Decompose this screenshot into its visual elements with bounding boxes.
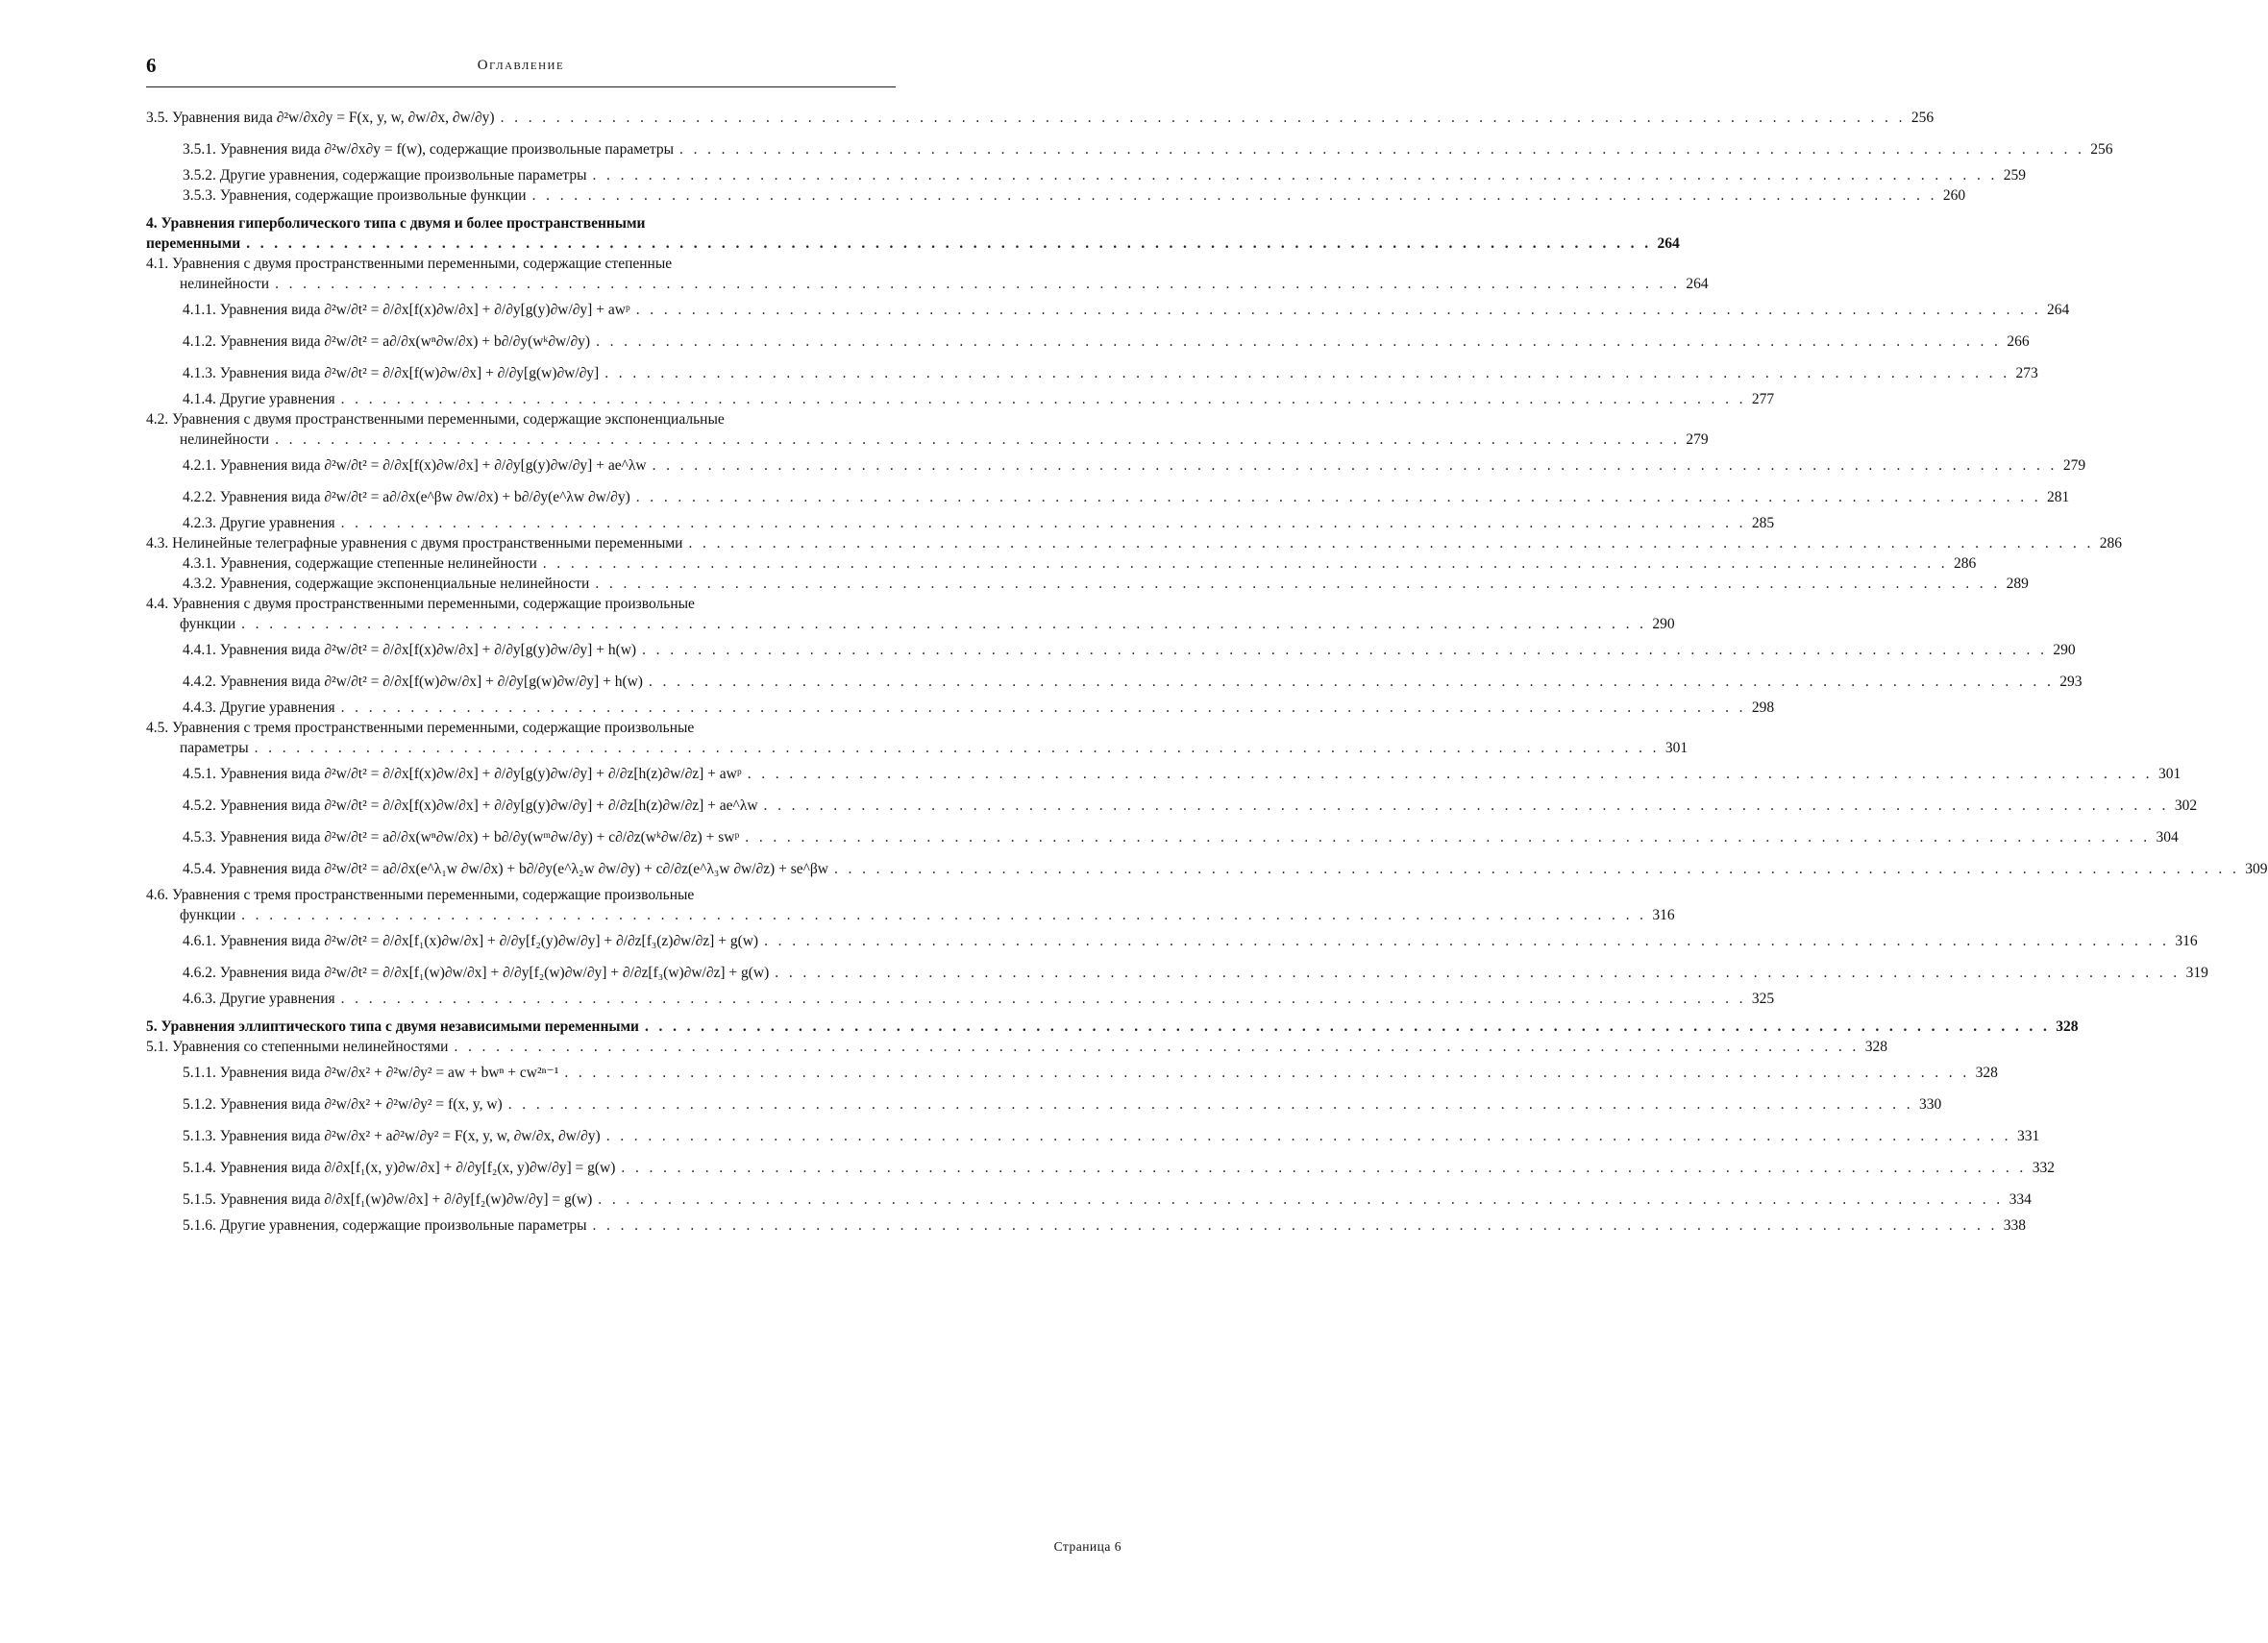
toc-number: 4.4.2.	[183, 674, 216, 690]
toc-page-number: 260	[1942, 187, 1966, 204]
toc-title-continued: переменными	[146, 235, 241, 252]
toc-title: Уравнения вида ∂/∂x[f₁(x, y)∂w/∂x] + ∂/∂y[f₂(x, y)∂w/∂y] = g(w)	[219, 1160, 616, 1176]
toc-section[interactable]	[146, 409, 1709, 450]
header-page-number: 6	[146, 54, 157, 77]
toc-page-number: 332	[2032, 1160, 2055, 1176]
toc-leader-dots: . . . . . . . . . . . . . . . . . . . . . . . . . . . . . . . . . . . . . . . . . . . . . . . . . . . . . . . . . . . . . . . . . . . . . . . . . . . . . . . . . . . . . . . . . . . . . . . . . . . . .	[775, 965, 2181, 981]
toc-subsection[interactable]	[146, 957, 2208, 989]
toc-title: Уравнения вида ∂²w/∂t² = ∂/∂x[f(w)∂w/∂x] + ∂/∂y[g(w)∂w/∂y] + h(w)	[219, 674, 643, 690]
toc-number: 4.3.	[146, 535, 169, 552]
toc-leader-dots: . . . . . . . . . . . . . . . . . . . . . . . . . . . . . . . . . . . . . . . . . . . . . . . . . . . . . . . . . . . . . . . . . . . . . . . . . . . . . . . . . . . . . . . . . . . . . . . . . . . . .	[340, 699, 1746, 716]
toc-number: 4.2.3.	[183, 515, 216, 531]
toc-leader-dots: . . . . . . . . . . . . . . . . . . . . . . . . . . . . . . . . . . . . . . . . . . . . . . . . . . . . . . . . . . . . . . . . . . . . . . . . . . . . . . . . . . . . . . . . . . . . . . . . . . . . .	[688, 535, 2094, 552]
toc-section[interactable]	[146, 533, 2123, 553]
toc-number: 4.5.	[146, 720, 169, 736]
toc-page-number: 256	[2090, 141, 2113, 158]
toc-leader-dots: . . . . . . . . . . . . . . . . . . . . . . . . . . . . . . . . . . . . . . . . . . . . . . . . . . . . . . . . . . . . . . . . . . . . . . . . . . . . . . . . . . . . . . . . . . . . . . . . . . . . .	[596, 333, 2002, 350]
toc-page-number: 286	[1954, 555, 1977, 572]
toc-section[interactable]	[146, 254, 1709, 294]
toc-leader-dots: . . . . . . . . . . . . . . . . . . . . . . . . . . . . . . . . . . . . . . . . . . . . . . . . . . . . . . . . . . . . . . . . . . . . . . . . . . . . . . . . . . . . . . . . . . . . . . . . . . . . .	[605, 1128, 2011, 1144]
toc-title: Уравнения вида ∂²w/∂t² = a∂/∂x(e^βw ∂w/∂x) + b∂/∂y(e^λw ∂w/∂y)	[219, 489, 630, 505]
toc-page-number: 285	[1751, 515, 1775, 531]
toc-leader-dots: . . . . . . . . . . . . . . . . . . . . . . . . . . . . . . . . . . . . . . . . . . . . . . . . . . . . . . . . . . . . . . . . . . . . . . . . . . . . . . . . . . . . . . . . . . . . . . . . . . . . .	[644, 1018, 2051, 1035]
page-header	[146, 54, 896, 87]
toc-subsection[interactable]	[146, 294, 2070, 326]
toc-number: 4.5.2.	[183, 797, 216, 814]
toc-section[interactable]	[146, 594, 1675, 634]
toc-title: Уравнения вида ∂²w/∂t² = ∂/∂x[f(x)∂w/∂x] + ∂/∂y[g(y)∂w/∂y] + ∂/∂z[h(z)∂w/∂z] + awᵖ	[219, 766, 742, 782]
toc-page-number: 331	[2016, 1128, 2040, 1144]
toc-page-number: 290	[1652, 616, 1675, 632]
toc-leader-dots: . . . . . . . . . . . . . . . . . . . . . . . . . . . . . . . . . . . . . . . . . . . . . . . . . . . . . . . . . . . . . . . . . . . . . . . . . . . . . . . . . . . . . . . . . . . . . . . . . . . . .	[241, 907, 1647, 923]
toc-title: Уравнения, содержащие произвольные функции	[219, 187, 527, 204]
toc-page-number: 264	[1686, 276, 1709, 292]
toc-section[interactable]	[146, 1037, 1887, 1057]
toc-page-number: 330	[1919, 1096, 1942, 1113]
toc-title: Уравнения вида ∂²w/∂x∂y = f(w), содержащие произвольные параметры	[219, 141, 675, 158]
toc-subsection[interactable]	[146, 790, 2198, 822]
toc-title: Другие уравнения, содержащие произвольные параметры	[219, 1217, 587, 1234]
toc-chapter[interactable]	[146, 1017, 2079, 1037]
toc-leader-dots: . . . . . . . . . . . . . . . . . . . . . . . . . . . . . . . . . . . . . . . . . . . . . . . . . . . . . . . . . . . . . . . . . . . . . . . . . . . . . . . . . . . . . . . . . . . . . . . . . . . . .	[635, 489, 2042, 505]
toc-title: Другие уравнения	[219, 991, 335, 1007]
toc-section[interactable]	[146, 718, 1689, 758]
toc-page-number: 256	[1911, 110, 1935, 126]
toc-leader-dots: . . . . . . . . . . . . . . . . . . . . . . . . . . . . . . . . . . . . . . . . . . . . . . . . . . . . . . . . . . . . . . . . . . . . . . . . . . . . . . . . . . . . . . . . . . . . . . . . . . . . .	[764, 933, 2170, 949]
toc-title: Уравнения вида ∂²w/∂t² = ∂/∂x[f(x)∂w/∂x] + ∂/∂y[g(y)∂w/∂y] + ae^λw	[219, 457, 647, 474]
toc-number: 4.1.1.	[183, 302, 216, 318]
table-of-contents	[146, 102, 2268, 1236]
toc-leader-dots: . . . . . . . . . . . . . . . . . . . . . . . . . . . . . . . . . . . . . . . . . . . . . . . . . . . . . . . . . . . . . . . . . . . . . . . . . . . . . . . . . . . . . . . . . . . . . . . . . . . . .	[745, 829, 2151, 846]
toc-leader-dots: . . . . . . . . . . . . . . . . . . . . . . . . . . . . . . . . . . . . . . . . . . . . . . . . . . . . . . . . . . . . . . . . . . . . . . . . . . . . . . . . . . . . . . . . . . . . . . . . . . . . .	[246, 235, 1652, 252]
toc-number: 5.1.3.	[183, 1128, 216, 1144]
toc-number: 3.5.3.	[183, 187, 216, 204]
toc-title-line-1	[146, 594, 898, 614]
toc-number: 5.1.1.	[183, 1065, 216, 1081]
toc-page-number: 289	[2006, 576, 2029, 592]
toc-subsection[interactable]	[146, 357, 2038, 389]
toc-page-number: 290	[2053, 642, 2076, 658]
toc-page-number: 277	[1751, 391, 1775, 407]
toc-title: Нелинейные телеграфные уравнения с двумя пространственными переменными	[172, 535, 683, 552]
toc-number: 3.5.	[146, 110, 169, 126]
toc-title-line-1	[146, 254, 898, 274]
toc-number: 4.3.1.	[183, 555, 216, 572]
toc-title: Уравнения вида ∂²w/∂t² = ∂/∂x[f(x)∂w/∂x] + ∂/∂y[g(y)∂w/∂y] + ∂/∂z[h(z)∂w/∂z] + ae^λw	[219, 797, 758, 814]
footer-page-label: Страница 6	[1053, 1539, 1122, 1554]
running-title: Оглавление	[477, 58, 565, 73]
toc-number: 5.1.	[146, 1039, 169, 1055]
toc-title: Уравнения с двумя пространственными переменными, содержащие экспоненциальные	[172, 411, 725, 428]
toc-number: 4.4.1.	[183, 642, 216, 658]
toc-title: Уравнения с тремя пространственными переменными, содержащие произвольные	[172, 720, 695, 736]
toc-subsection[interactable]	[146, 698, 1775, 718]
toc-leader-dots: . . . . . . . . . . . . . . . . . . . . . . . . . . . . . . . . . . . . . . . . . . . . . . . . . . . . . . . . . . . . . . . . . . . . . . . . . . . . . . . . . . . . . . . . . . . . . . . . . . . . .	[340, 991, 1746, 1007]
toc-number: 4.1.2.	[183, 333, 216, 350]
toc-subsection[interactable]	[146, 853, 2268, 885]
toc-subsection[interactable]	[146, 666, 2083, 698]
toc-page-number: 304	[2156, 829, 2179, 846]
toc-leader-dots: . . . . . . . . . . . . . . . . . . . . . . . . . . . . . . . . . . . . . . . . . . . . . . . . . . . . . . . . . . . . . . . . . . . . . . . . . . . . . . . . . . . . . . . . . . . . . . . . . . . . .	[833, 861, 2240, 877]
toc-page-number: 293	[2059, 674, 2083, 690]
toc-number: 4.6.3.	[183, 991, 216, 1007]
toc-leader-dots: . . . . . . . . . . . . . . . . . . . . . . . . . . . . . . . . . . . . . . . . . . . . . . . . . . . . . . . . . . . . . . . . . . . . . . . . . . . . . . . . . . . . . . . . . . . . . . . . . . . . .	[275, 431, 1681, 448]
toc-leader-dots: . . . . . . . . . . . . . . . . . . . . . . . . . . . . . . . . . . . . . . . . . . . . . . . . . . . . . . . . . . . . . . . . . . . . . . . . . . . . . . . . . . . . . . . . . . . . . . . . . . . . .	[642, 642, 2048, 658]
toc-title: Другие уравнения	[219, 699, 335, 716]
toc-leader-dots: . . . . . . . . . . . . . . . . . . . . . . . . . . . . . . . . . . . . . . . . . . . . . . . . . . . . . . . . . . . . . . . . . . . . . . . . . . . . . . . . . . . . . . . . . . . . . . . . . . . . .	[531, 187, 1937, 204]
toc-number: 5.1.4.	[183, 1160, 216, 1176]
toc-leader-dots: . . . . . . . . . . . . . . . . . . . . . . . . . . . . . . . . . . . . . . . . . . . . . . . . . . . . . . . . . . . . . . . . . . . . . . . . . . . . . . . . . . . . . . . . . . . . . . . . . . . . .	[652, 457, 2058, 474]
toc-leader-dots: . . . . . . . . . . . . . . . . . . . . . . . . . . . . . . . . . . . . . . . . . . . . . . . . . . . . . . . . . . . . . . . . . . . . . . . . . . . . . . . . . . . . . . . . . . . . . . . . . . . . .	[592, 167, 1998, 184]
toc-title: Уравнения вида ∂²w/∂t² = ∂/∂x[f(x)∂w/∂x] + ∂/∂y[g(y)∂w/∂y] + awᵖ	[219, 302, 630, 318]
toc-leader-dots: . . . . . . . . . . . . . . . . . . . . . . . . . . . . . . . . . . . . . . . . . . . . . . . . . . . . . . . . . . . . . . . . . . . . . . . . . . . . . . . . . . . . . . . . . . . . . . . . . . . . .	[604, 365, 2010, 381]
toc-title-continued: параметры	[180, 740, 249, 756]
toc-title: Уравнения вида ∂²w/∂t² = ∂/∂x[f(w)∂w/∂x] + ∂/∂y[g(w)∂w/∂y]	[219, 365, 600, 381]
toc-subsection[interactable]	[146, 1089, 1942, 1120]
toc-subsection[interactable]	[146, 450, 2086, 481]
toc-page-number: 302	[2174, 797, 2198, 814]
toc-subsection[interactable]	[146, 165, 2027, 185]
toc-title-line-1	[146, 885, 898, 905]
toc-subsection[interactable]	[146, 822, 2179, 853]
toc-leader-dots: . . . . . . . . . . . . . . . . . . . . . . . . . . . . . . . . . . . . . . . . . . . . . . . . . . . . . . . . . . . . . . . . . . . . . . . . . . . . . . . . . . . . . . . . . . . . . . . . . . . . .	[592, 1217, 1998, 1234]
toc-title: Другие уравнения	[219, 515, 335, 531]
toc-title-line-1	[146, 718, 898, 738]
toc-title: Уравнения, содержащие степенные нелинейности	[219, 555, 537, 572]
toc-subsection[interactable]	[146, 1184, 2032, 1215]
toc-title: Уравнения вида ∂²w/∂x² + ∂²w/∂y² = aw + bwⁿ + cw²ⁿ⁻¹	[219, 1065, 559, 1081]
toc-leader-dots: . . . . . . . . . . . . . . . . . . . . . . . . . . . . . . . . . . . . . . . . . . . . . . . . . . . . . . . . . . . . . . . . . . . . . . . . . . . . . . . . . . . . . . . . . . . . . . . . . . . . .	[564, 1065, 1970, 1081]
toc-title: Уравнения вида ∂²w/∂t² = ∂/∂x[f(x)∂w/∂x] + ∂/∂y[g(y)∂w/∂y] + h(w)	[219, 642, 637, 658]
toc-title: Уравнения, содержащие экспоненциальные нелинейности	[219, 576, 590, 592]
toc-number: 4.4.3.	[183, 699, 216, 716]
toc-number: 5.	[146, 1018, 158, 1035]
toc-title: Уравнения вида ∂²w/∂t² = ∂/∂x[f₁(x)∂w/∂x] + ∂/∂y[f₂(y)∂w/∂y] + ∂/∂z[f₃(z)∂w/∂z] + g(w)	[219, 933, 759, 949]
toc-title: Уравнения с двумя пространственными переменными, содержащие произвольные	[172, 596, 695, 612]
toc-subsection[interactable]	[146, 553, 1977, 574]
toc-number: 4.2.2.	[183, 489, 216, 505]
toc-number: 3.5.1.	[183, 141, 216, 158]
toc-number: 4.6.2.	[183, 965, 216, 981]
toc-section[interactable]	[146, 102, 1935, 134]
toc-title: Уравнения вида ∂²w/∂t² = a∂/∂x(e^λ₁w ∂w/∂x) + b∂/∂y(e^λ₂w ∂w/∂y) + c∂/∂z(e^λ₃w ∂w/∂z) + se^βw	[219, 861, 828, 877]
toc-title: Другие уравнения, содержащие произвольные параметры	[219, 167, 587, 184]
toc-number: 5.1.6.	[183, 1217, 216, 1234]
toc-leader-dots: . . . . . . . . . . . . . . . . . . . . . . . . . . . . . . . . . . . . . . . . . . . . . . . . . . . . . . . . . . . . . . . . . . . . . . . . . . . . . . . . . . . . . . . . . . . . . . . . . . . . .	[679, 141, 2085, 158]
toc-page-number: 338	[2003, 1217, 2027, 1234]
toc-leader-dots: . . . . . . . . . . . . . . . . . . . . . . . . . . . . . . . . . . . . . . . . . . . . . . . . . . . . . . . . . . . . . . . . . . . . . . . . . . . . . . . . . . . . . . . . . . . . . . . . . . . . .	[648, 674, 2055, 690]
toc-page-number: 279	[2062, 457, 2086, 474]
toc-title: Уравнения вида ∂²w/∂t² = a∂/∂x(wⁿ∂w/∂x) + b∂/∂y(wᵐ∂w/∂y) + c∂/∂z(wᵏ∂w/∂z) + swᵖ	[219, 829, 740, 846]
toc-leader-dots: . . . . . . . . . . . . . . . . . . . . . . . . . . . . . . . . . . . . . . . . . . . . . . . . . . . . . . . . . . . . . . . . . . . . . . . . . . . . . . . . . . . . . . . . . . . . . . . . . . . . .	[747, 766, 2153, 782]
toc-number: 4.1.4.	[183, 391, 216, 407]
toc-page-number: 279	[1686, 431, 1709, 448]
toc-title: Другие уравнения	[219, 391, 335, 407]
toc-title-continued: функции	[180, 907, 236, 923]
toc-section[interactable]	[146, 885, 1675, 925]
toc-subsection[interactable]	[146, 634, 2076, 666]
toc-number: 4.2.1.	[183, 457, 216, 474]
toc-title: Уравнения вида ∂²w/∂x∂y = F(x, y, w, ∂w/∂x, ∂w/∂y)	[172, 110, 495, 126]
toc-title: Уравнения эллиптического типа с двумя независимыми переменными	[160, 1018, 639, 1035]
toc-page-number: 301	[2157, 766, 2182, 782]
toc-page-number: 259	[2003, 167, 2027, 184]
toc-page-number: 264	[2047, 302, 2070, 318]
toc-title-line-2	[146, 905, 1675, 925]
toc-leader-dots: . . . . . . . . . . . . . . . . . . . . . . . . . . . . . . . . . . . . . . . . . . . . . . . . . . . . . . . . . . . . . . . . . . . . . . . . . . . . . . . . . . . . . . . . . . . . . . . . . . . . .	[454, 1039, 1860, 1055]
toc-title: Уравнения вида ∂²w/∂t² = a∂/∂x(wⁿ∂w/∂x) + b∂/∂y(wᵏ∂w/∂y)	[219, 333, 591, 350]
toc-leader-dots: . . . . . . . . . . . . . . . . . . . . . . . . . . . . . . . . . . . . . . . . . . . . . . . . . . . . . . . . . . . . . . . . . . . . . . . . . . . . . . . . . . . . . . . . . . . . . . . . . . . . .	[275, 276, 1681, 292]
toc-page-number: 301	[1664, 740, 1689, 756]
toc-subsection[interactable]	[146, 389, 1775, 409]
toc-title-line-1	[146, 409, 898, 429]
toc-title-continued: нелинейности	[180, 276, 270, 292]
toc-number: 3.5.2.	[183, 167, 216, 184]
toc-number: 4.6.1.	[183, 933, 216, 949]
toc-page-number: 319	[2185, 965, 2208, 981]
toc-page-number: 316	[1652, 907, 1675, 923]
toc-subsection[interactable]	[146, 513, 1775, 533]
toc-page-number: 286	[2099, 535, 2123, 552]
toc-subsection[interactable]	[146, 1152, 2055, 1184]
toc-subsection[interactable]	[146, 1215, 2027, 1236]
toc-title: Уравнения вида ∂²w/∂x² + a∂²w/∂y² = F(x, y, w, ∂w/∂x, ∂w/∂y)	[219, 1128, 601, 1144]
toc-leader-dots: . . . . . . . . . . . . . . . . . . . . . . . . . . . . . . . . . . . . . . . . . . . . . . . . . . . . . . . . . . . . . . . . . . . . . . . . . . . . . . . . . . . . . . . . . . . . . . . . . . . . .	[340, 515, 1746, 531]
toc-number: 4.1.3.	[183, 365, 216, 381]
toc-page-number: 328	[1975, 1065, 1998, 1081]
toc-subsection[interactable]	[146, 989, 1775, 1009]
toc-subsection[interactable]	[146, 185, 1966, 206]
toc-page-number: 316	[2175, 933, 2198, 949]
toc-page-number: 266	[2007, 333, 2030, 350]
toc-title: Уравнения гиперболического типа с двумя и более пространственными	[160, 215, 646, 232]
toc-leader-dots: . . . . . . . . . . . . . . . . . . . . . . . . . . . . . . . . . . . . . . . . . . . . . . . . . . . . . . . . . . . . . . . . . . . . . . . . . . . . . . . . . . . . . . . . . . . . . . . . . . . . .	[507, 1096, 1913, 1113]
toc-subsection[interactable]	[146, 574, 2029, 594]
toc-leader-dots: . . . . . . . . . . . . . . . . . . . . . . . . . . . . . . . . . . . . . . . . . . . . . . . . . . . . . . . . . . . . . . . . . . . . . . . . . . . . . . . . . . . . . . . . . . . . . . . . . . . . .	[241, 616, 1647, 632]
toc-title-line-2	[146, 429, 1709, 450]
toc-page-number: 309	[2245, 861, 2268, 877]
toc-number: 4.3.2.	[183, 576, 216, 592]
toc-title: Уравнения вида ∂²w/∂x² + ∂²w/∂y² = f(x, y, w)	[219, 1096, 503, 1113]
toc-leader-dots: . . . . . . . . . . . . . . . . . . . . . . . . . . . . . . . . . . . . . . . . . . . . . . . . . . . . . . . . . . . . . . . . . . . . . . . . . . . . . . . . . . . . . . . . . . . . . . . . . . . . .	[340, 391, 1746, 407]
toc-number: 4.2.	[146, 411, 169, 428]
toc-page-number: 298	[1751, 699, 1775, 716]
toc-number: 5.1.2.	[183, 1096, 216, 1113]
toc-title-continued: функции	[180, 616, 236, 632]
toc-subsection[interactable]	[146, 134, 2113, 165]
toc-leader-dots: . . . . . . . . . . . . . . . . . . . . . . . . . . . . . . . . . . . . . . . . . . . . . . . . . . . . . . . . . . . . . . . . . . . . . . . . . . . . . . . . . . . . . . . . . . . . . . . . . . . . .	[254, 740, 1660, 756]
toc-subsection[interactable]	[146, 1057, 1998, 1089]
toc-chapter[interactable]	[146, 213, 1680, 254]
toc-page-number: 273	[2015, 365, 2038, 381]
toc-number: 4.1.	[146, 256, 169, 272]
toc-number: 5.1.5.	[183, 1191, 216, 1208]
toc-title-line-2	[146, 274, 1709, 294]
toc-page-number: 325	[1751, 991, 1775, 1007]
toc-title: Уравнения с тремя пространственными переменными, содержащие произвольные	[172, 887, 695, 903]
toc-title-line-2	[146, 738, 1689, 758]
toc-number: 4.5.1.	[183, 766, 216, 782]
toc-title-line-2	[146, 233, 1680, 254]
toc-number: 4.4.	[146, 596, 169, 612]
toc-subsection[interactable]	[146, 326, 2030, 357]
toc-number: 4.	[146, 215, 158, 232]
toc-leader-dots: . . . . . . . . . . . . . . . . . . . . . . . . . . . . . . . . . . . . . . . . . . . . . . . . . . . . . . . . . . . . . . . . . . . . . . . . . . . . . . . . . . . . . . . . . . . . . . . . . . . . .	[621, 1160, 2027, 1176]
toc-page-number: 334	[2009, 1191, 2032, 1208]
toc-title: Уравнения вида ∂/∂x[f₁(w)∂w/∂x] + ∂/∂y[f₂(w)∂w/∂y] = g(w)	[219, 1191, 593, 1208]
toc-title-line-2	[146, 614, 1675, 634]
toc-title: Уравнения вида ∂²w/∂t² = ∂/∂x[f₁(w)∂w/∂x] + ∂/∂y[f₂(w)∂w/∂y] + ∂/∂z[f₃(w)∂w/∂z] + g(w)	[219, 965, 770, 981]
toc-number: 4.5.3.	[183, 829, 216, 846]
toc-leader-dots: . . . . . . . . . . . . . . . . . . . . . . . . . . . . . . . . . . . . . . . . . . . . . . . . . . . . . . . . . . . . . . . . . . . . . . . . . . . . . . . . . . . . . . . . . . . . . . . . . . . . .	[500, 110, 1906, 126]
toc-leader-dots: . . . . . . . . . . . . . . . . . . . . . . . . . . . . . . . . . . . . . . . . . . . . . . . . . . . . . . . . . . . . . . . . . . . . . . . . . . . . . . . . . . . . . . . . . . . . . . . . . . . . .	[542, 555, 1949, 572]
toc-leader-dots: . . . . . . . . . . . . . . . . . . . . . . . . . . . . . . . . . . . . . . . . . . . . . . . . . . . . . . . . . . . . . . . . . . . . . . . . . . . . . . . . . . . . . . . . . . . . . . . . . . . . .	[635, 302, 2041, 318]
toc-subsection[interactable]	[146, 481, 2070, 513]
toc-leader-dots: . . . . . . . . . . . . . . . . . . . . . . . . . . . . . . . . . . . . . . . . . . . . . . . . . . . . . . . . . . . . . . . . . . . . . . . . . . . . . . . . . . . . . . . . . . . . . . . . . . . . .	[763, 797, 2169, 814]
toc-subsection[interactable]	[146, 1120, 2040, 1152]
toc-page-number: 328	[2056, 1018, 2079, 1035]
toc-leader-dots: . . . . . . . . . . . . . . . . . . . . . . . . . . . . . . . . . . . . . . . . . . . . . . . . . . . . . . . . . . . . . . . . . . . . . . . . . . . . . . . . . . . . . . . . . . . . . . . . . . . . .	[598, 1191, 2004, 1208]
toc-number: 4.5.4.	[183, 861, 216, 877]
toc-title: Уравнения со степенными нелинейностями	[172, 1039, 449, 1055]
toc-subsection[interactable]	[146, 758, 2182, 790]
toc-subsection[interactable]	[146, 925, 2198, 957]
toc-title-continued: нелинейности	[180, 431, 270, 448]
toc-title-line-1	[146, 213, 898, 233]
toc-title: Уравнения с двумя пространственными переменными, содержащие степенные	[172, 256, 673, 272]
toc-page-number: 328	[1864, 1039, 1887, 1055]
toc-number: 4.6.	[146, 887, 169, 903]
toc-page-number: 281	[2047, 489, 2070, 505]
toc-page-number: 264	[1657, 235, 1680, 252]
toc-leader-dots: . . . . . . . . . . . . . . . . . . . . . . . . . . . . . . . . . . . . . . . . . . . . . . . . . . . . . . . . . . . . . . . . . . . . . . . . . . . . . . . . . . . . . . . . . . . . . . . . . . . . .	[595, 576, 2001, 592]
